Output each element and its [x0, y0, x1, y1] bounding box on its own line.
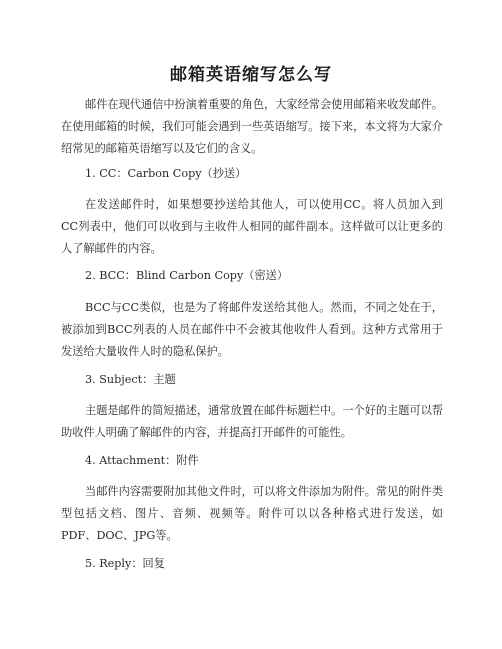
section-body-subject: 主题是邮件的简短描述，通常放置在邮件标题栏中。一个好的主题可以帮助收件人明确了解邮件的内容，并提高打开邮件的可能性。: [61, 404, 444, 439]
section-heading-subject: 3. Subject：主题: [85, 373, 176, 386]
section-heading-bcc: 2. BCC：Blind Carbon Copy（密送）: [85, 269, 289, 282]
section-body-bcc: BCC与CC类似，也是为了将邮件发送给其他人。然而，不同之处在于，被添加到BCC列表的人员在邮件中不会被其他收件人看到。这种方式常用于发送给大量收件人时的隐私保护。: [61, 301, 443, 358]
section-heading-attachment: 4. Attachment：附件: [85, 454, 199, 467]
page-title: 邮箱英语缩写怎么写: [170, 65, 332, 85]
intro-paragraph: 邮件在现代通信中扮演着重要的角色，大家经常会使用邮箱来收发邮件。在使用邮箱的时候，我们可能会遇到一些英语缩写。接下来，本文将为大家介绍常见的邮箱英语缩写以及它们的含义。: [61, 98, 444, 155]
section-body-attachment: 当邮件内容需要附加其他文件时，可以将文件添加为附件。常见的附件类型包括文档、图片、音频、视频等。附件可以以各种格式进行发送，如PDF、DOC、JPG等。: [61, 485, 444, 542]
section-heading-reply: 5. Reply：回复: [85, 557, 165, 570]
section-body-cc: 在发送邮件时，如果想要抄送给其他人，可以使用CC。将人员加入到CC列表中，他们可以收到与主收件人相同的邮件副本。这样做可以让更多的人了解邮件的内容。: [61, 198, 443, 255]
section-heading-cc: 1. CC：Carbon Copy（抄送）: [85, 167, 247, 180]
